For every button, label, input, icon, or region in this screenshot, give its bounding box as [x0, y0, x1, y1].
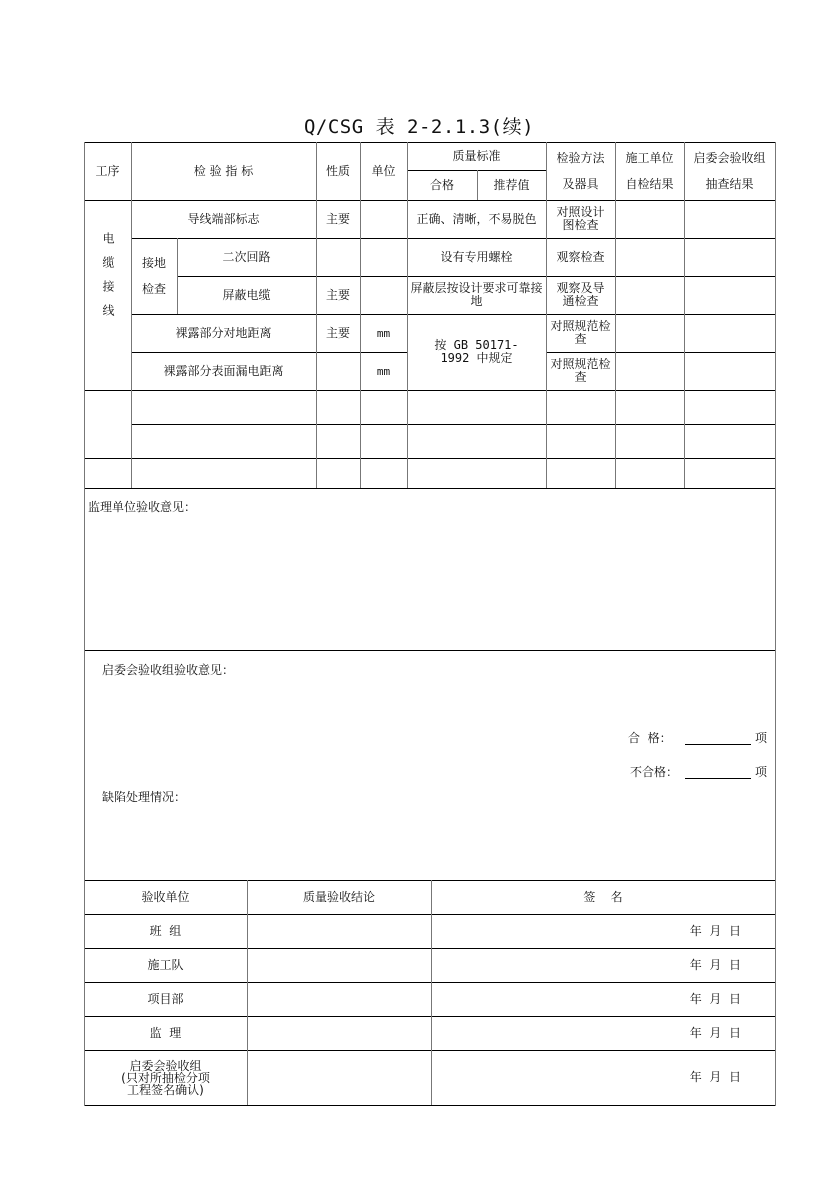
- unqualified-label: 不合格：: [630, 765, 679, 779]
- header-committee-line2: 抽查结果: [705, 177, 754, 191]
- supervisor-opinion-label: 监理单位验收意见：: [88, 500, 197, 514]
- header-method-line1: 检验方法: [556, 151, 605, 165]
- sign-header-signature: 签 名: [583, 889, 623, 904]
- sign-row-date: 年 月 日: [689, 991, 741, 1006]
- table-line: [84, 1105, 776, 1106]
- row-method: 对照规范检查: [550, 357, 611, 384]
- table-line: [84, 650, 776, 651]
- committee-opinion-label: 启委会验收组验收意见：: [102, 663, 235, 677]
- row-indicator: 裸露部分表面漏电距离: [163, 363, 284, 378]
- sign-header-conclusion: 质量验收结论: [302, 889, 375, 904]
- table-line: [84, 458, 776, 459]
- page-title: Q/CSG 表 2-2.1.3(续): [303, 116, 535, 138]
- row-method: 对照规范检查: [550, 319, 611, 346]
- unqualified-count-field[interactable]: [685, 778, 751, 779]
- sign-row-unit: 监 理: [149, 1025, 182, 1040]
- table-line: [84, 390, 776, 391]
- row-indicator: 裸露部分对地距离: [175, 325, 272, 340]
- header-method-line2: 及器具: [562, 177, 599, 191]
- row-nature: 主要: [325, 211, 350, 226]
- sign-row-unit: 项目部: [147, 991, 184, 1006]
- header-nature: 性质: [325, 163, 350, 178]
- header-quality-standard: 质量标准: [452, 148, 501, 163]
- row-unit: mm: [376, 364, 391, 378]
- row-indicator: 二次回路: [222, 249, 271, 264]
- sign-row-date: 年 月 日: [689, 1025, 741, 1040]
- table-line: [775, 142, 776, 1106]
- process-name: 电缆接线: [101, 232, 115, 328]
- row-indicator: 导线端部标志: [187, 211, 260, 226]
- sign-row-unit: 启委会验收组 (只对所抽检分项 工程签名确认): [121, 1058, 210, 1097]
- header-indicator: 检 验 指 标: [193, 163, 254, 178]
- header-qualified: 合格: [429, 177, 454, 192]
- qualified-unit: 项: [755, 731, 768, 745]
- row-method: 观察检查: [556, 249, 605, 264]
- row-standard: 设有专用螺栓: [440, 249, 513, 264]
- row-unit: mm: [376, 326, 391, 340]
- header-committee-line1: 启委会验收组: [693, 151, 766, 165]
- qualified-count-field[interactable]: [685, 744, 751, 745]
- header-unit: 单位: [371, 163, 396, 178]
- header-contractor: [615, 142, 684, 200]
- sign-row-date: 年 月 日: [689, 1070, 741, 1084]
- row-nature: 主要: [325, 287, 350, 302]
- row-method: 对照设计图检查: [556, 205, 605, 232]
- header-method: [546, 142, 615, 200]
- sign-header-unit: 验收单位: [141, 889, 190, 904]
- row-standard: 正确、清晰，不易脱色: [416, 211, 537, 226]
- row-method: 观察及导通检查: [556, 281, 605, 308]
- header-recommended: 推荐值: [493, 177, 530, 192]
- header-committee: [684, 142, 775, 200]
- row-standard: 屏蔽层按设计要求可靠接地: [410, 281, 543, 308]
- header-contractor-line1: 施工单位: [625, 151, 674, 165]
- sign-row-unit: 班 组: [149, 923, 182, 938]
- grounding-group: 接地检查: [141, 256, 166, 296]
- row-nature: 主要: [325, 325, 350, 340]
- gb-standard: 按 GB 50171-1992 中规定: [434, 338, 519, 365]
- sign-row-date: 年 月 日: [689, 923, 741, 938]
- unqualified-unit: 项: [755, 765, 768, 779]
- header-contractor-line2: 自检结果: [625, 177, 674, 191]
- sign-row-date: 年 月 日: [689, 957, 741, 972]
- table-line: [131, 424, 776, 425]
- header-process: 工序: [95, 163, 120, 178]
- defect-label: 缺陷处理情况：: [102, 790, 187, 804]
- row-indicator: 屏蔽电缆: [222, 287, 271, 302]
- sign-row-unit: 施工队: [147, 957, 184, 972]
- qualified-label: 合 格：: [628, 731, 672, 745]
- table-line: [84, 488, 776, 489]
